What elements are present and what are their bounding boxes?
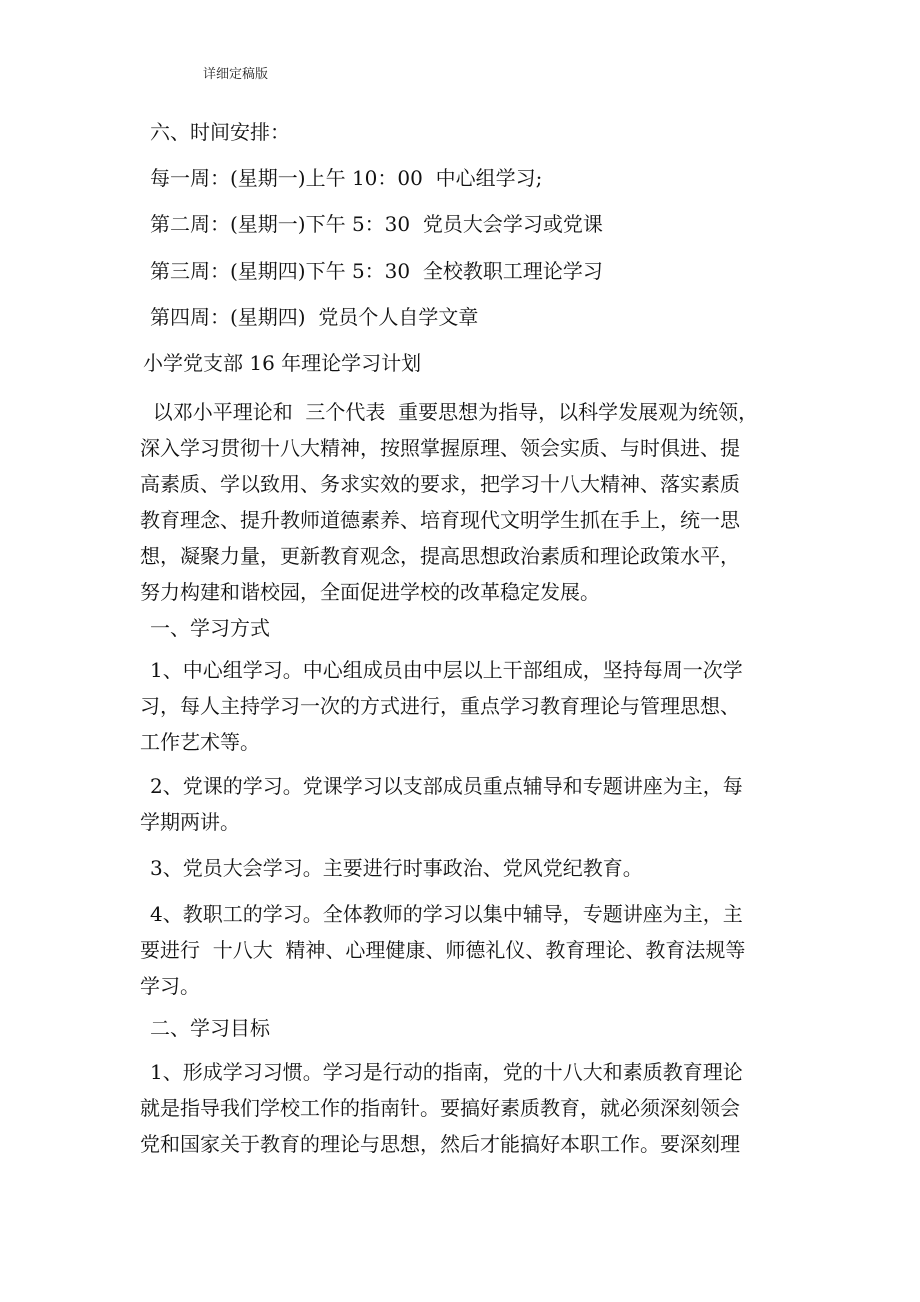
section-one-title: 一、学习方式 <box>150 616 270 640</box>
section-two-item-1-cont <box>140 1090 790 1162</box>
item-line: 2、党课的学习。党课学习以支部成员重点辅导和专题讲座为主，每 <box>150 774 743 798</box>
item-line: 学期两讲。 <box>140 810 240 834</box>
section-one-item-3 <box>150 850 800 886</box>
section-one-item-2 <box>150 768 800 804</box>
intro-line: 教育理念、提升教师道德素养、培育现代文明学生抓在手上，统一思 <box>140 508 740 532</box>
schedule-item: 第二周：(星期一)下午 5：30 党员大会学习或党课 <box>150 212 603 236</box>
item-line: 党和国家关于教育的理论与思想，然后才能搞好本职工作。要深刻理 <box>140 1132 740 1156</box>
item-line: 工作艺术等。 <box>140 730 260 754</box>
section-two-item-1 <box>150 1054 800 1090</box>
intro-line: 想，凝聚力量，更新教育观念，提高思想政治素质和理论政策水平， <box>140 544 740 568</box>
item-line: 1、中心组学习。中心组成员由中层以上干部组成，坚持每周一次学 <box>150 658 743 682</box>
schedule-item: 每一周：(星期一)上午 10：00 中心组学习; <box>150 166 543 190</box>
header-note: 详细定稿版 <box>203 67 269 82</box>
section-one-item-4 <box>150 896 800 932</box>
section-one-item-1-cont <box>140 688 790 760</box>
schedule-item: 第四周：(星期四) 党员个人自学文章 <box>150 305 479 329</box>
item-line: 习，每人主持学习一次的方式进行，重点学习教育理论与管理思想、 <box>140 694 740 718</box>
section-one-item-1 <box>150 652 800 688</box>
intro-line: 深入学习贯彻十八大精神，按照掌握原理、领会实质、与时俱进、提 <box>140 436 740 460</box>
intro-line: 以邓小平理论和 三个代表 重要思想为指导，以科学发展观为统领， <box>140 400 759 424</box>
section-one-item-2-cont <box>140 804 790 840</box>
item-line: 学习。 <box>140 974 200 998</box>
item-line: 3、党员大会学习。主要进行时事政治、党风党纪教育。 <box>150 856 643 880</box>
schedule-item: 第三周：(星期四)下午 5：30 全校教职工理论学习 <box>150 259 603 283</box>
intro-paragraph <box>140 394 790 610</box>
intro-line: 努力构建和谐校园，全面促进学校的改革稳定发展。 <box>140 580 600 604</box>
item-line: 要进行 十八大 精神、心理健康、师德礼仪、教育理论、教育法规等 <box>140 938 746 962</box>
item-line: 4、教职工的学习。全体教师的学习以集中辅导，专题讲座为主，主 <box>150 902 743 926</box>
section-one-item-4-cont <box>140 932 790 1004</box>
section-two-title: 二、学习目标 <box>150 1016 270 1040</box>
document-title: 小学党支部 16 年理论学习计划 <box>143 351 422 375</box>
item-line: 1、形成学习习惯。学习是行动的指南，党的十八大和素质教育理论 <box>150 1060 743 1084</box>
intro-line: 高素质、学以致用、务求实效的要求，把学习十八大精神、落实素质 <box>140 472 740 496</box>
schedule-title: 六、时间安排： <box>150 120 290 144</box>
item-line: 就是指导我们学校工作的指南针。要搞好素质教育，就必须深刻领会 <box>140 1096 740 1120</box>
